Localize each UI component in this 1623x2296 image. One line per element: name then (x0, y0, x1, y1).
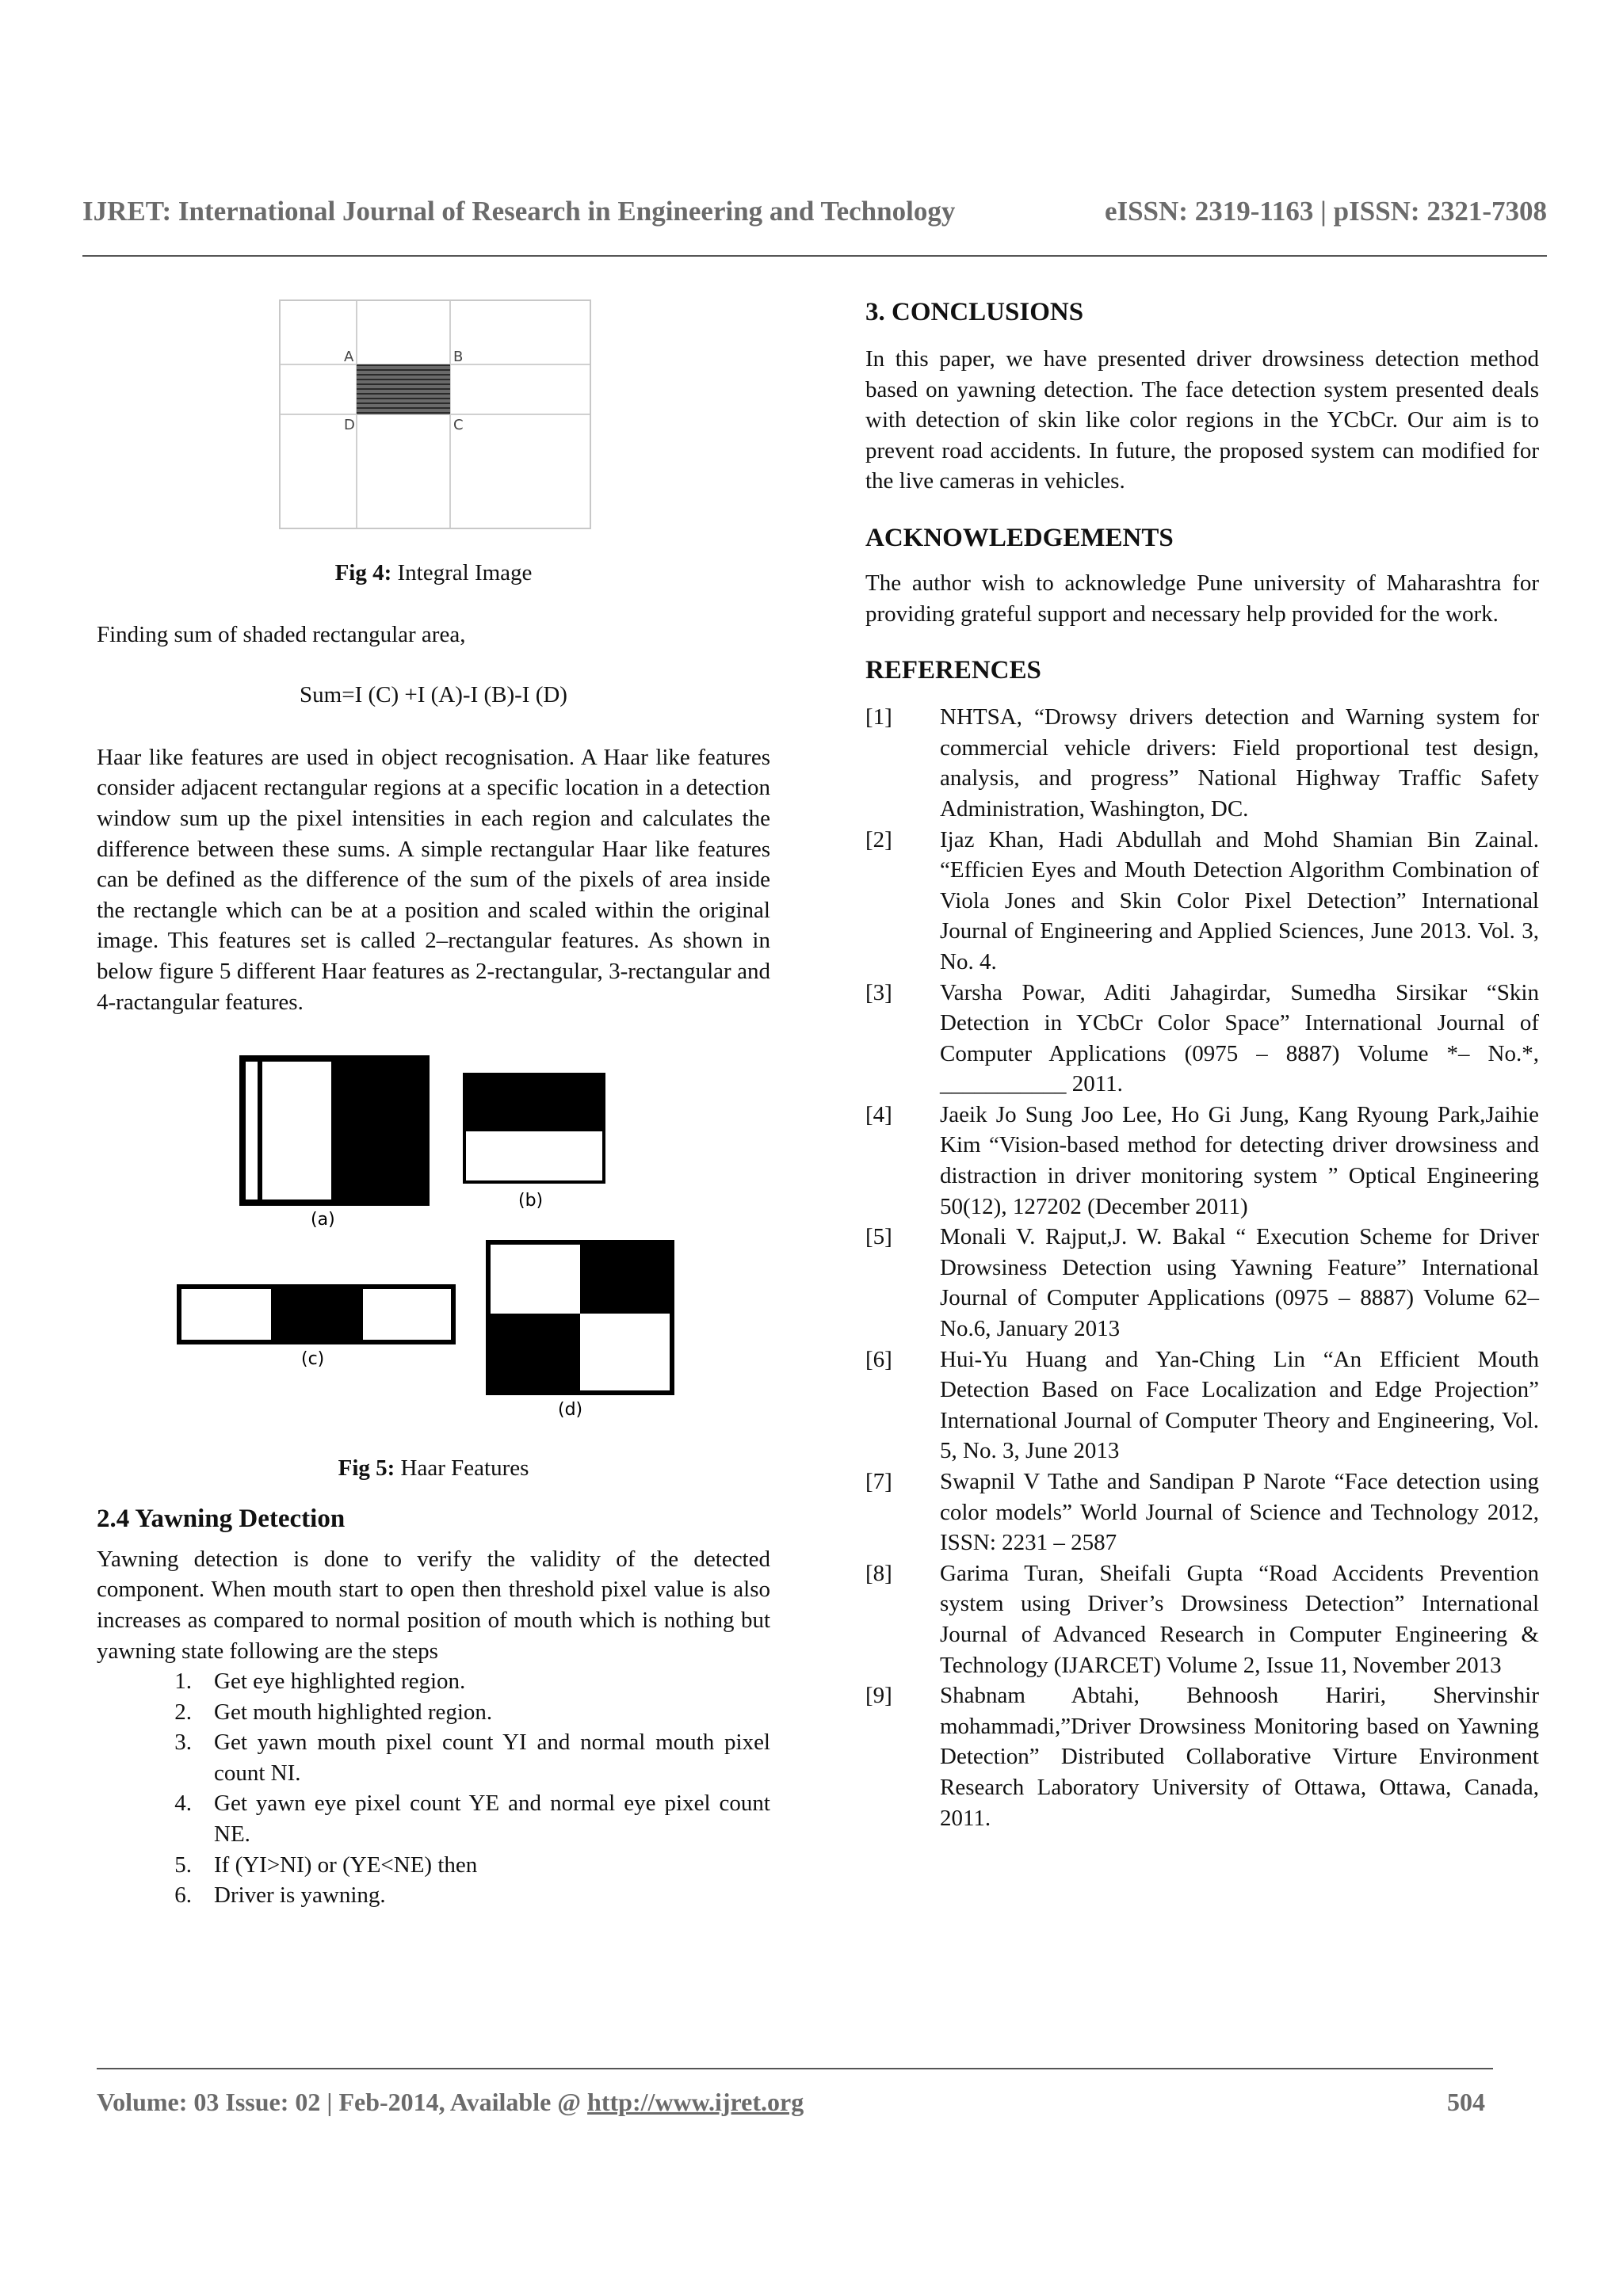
section-acknowledgements-heading: ACKNOWLEDGEMENTS (865, 523, 1174, 552)
haar-label-b: (b) (518, 1191, 544, 1211)
list-item: [8] Garima Turan, Sheifali Gupta “Road Accidents Prevention system using Driver’s Drowsiness Detection” International Journal of Advanced Research in Computer Engineering & Technology (IJARCET) Volume 2, Issue 11, November 2013 (865, 1560, 1539, 1678)
haar-label-a: (a) (311, 1210, 335, 1230)
sum-intro-paragraph: Finding sum of shaded rectangular area, (97, 621, 466, 647)
yawning-paragraph: Yawning detection is done to verify the validity of the detected component. When mouth start to open then threshold pixel value is also increases as compared to normal position of mouth which is nothing but yawning state following are the steps (97, 1546, 770, 1664)
fig5-caption-text: Haar Features (395, 1455, 529, 1482)
list-item: 3. Get yawn mouth pixel count YI and normal mouth pixel count NI. (174, 1730, 770, 1786)
list-item: [3] Varsha Powar, Aditi Jahagirdar, Sumedha Sirsikar “Skin Detection in YCbCr Color Space” International Journal of Computer Applications (0975 – 8887) Volume *– No.*, ___________ 2011. (865, 979, 1539, 1097)
corner-label-d: D (344, 417, 355, 433)
haar-feature-c (179, 1287, 453, 1342)
sum-equation: Sum=I (C) +I (A)-I (B)-I (D) (300, 682, 567, 708)
haar-label-c: (c) (301, 1349, 325, 1370)
figure-integral-image (97, 285, 770, 551)
haar-features-diagram (97, 1052, 770, 1458)
list-item: 4. Get yawn eye pixel count YE and normal eye pixel count NE. (174, 1791, 770, 1848)
footer-volume: Volume: 03 Issue: 02 | Feb-2014, Available @ http://www.ijret.org (97, 2088, 804, 2116)
list-item: [6] Hui-Yu Huang and Yan-Ching Lin “An Efficient Mouth Detection Based on Face Localization and Edge Projection” International Journal of Computer Theory and Engineering, Vol. 5, No. 3, June 2013 (865, 1346, 1539, 1464)
left-column (97, 285, 770, 1911)
list-item: [9] Shabnam Abtahi, Behnoosh Hariri, Shervinshir mohammadi,”Driver Drowsiness Monitoring based on Yawning Detection” Distributed Collaborative Virture Environment Research Laboratory University of Ottawa, Ottawa, Canada, 2011. (865, 1683, 1539, 1831)
corner-label-c: C (453, 417, 464, 433)
shaded-rectangle (357, 364, 450, 414)
corner-label-a: A (344, 349, 354, 365)
list-item: 1. Get eye highlighted region. (174, 1669, 466, 1695)
running-footer (97, 2088, 1485, 2117)
fig4-caption-text: Integral Image (391, 560, 533, 585)
section-yawning-heading: 2.4 Yawning Detection (97, 1504, 346, 1533)
references-list (865, 702, 1539, 1833)
header-rule (82, 255, 1547, 257)
section-conclusions-heading: 3. CONCLUSIONS (865, 298, 1084, 326)
conclusions-paragraph: In this paper, we have presented driver drowsiness detection method based on yawning detection. The face detection system presented deals with detection of skin like color regions in the YCbCr. Our aim is to prevent road accidents. In future, the proposed system can modified for the live cameras in vehicles. (865, 346, 1539, 494)
footer-rule (97, 2068, 1493, 2069)
list-item: 2. Get mouth highlighted region. (174, 1699, 493, 1725)
integral-image-diagram (281, 301, 590, 528)
fig4-caption (97, 558, 770, 589)
fig5-caption-label: Fig 5: (338, 1455, 395, 1482)
journal-issn: eISSN: 2319-1163 | pISSN: 2321-7308 (1104, 196, 1547, 227)
figure-haar-features (97, 1052, 770, 1458)
running-header (82, 196, 1547, 227)
haar-paragraph: Haar like features are used in object recognisation. A Haar like features consider adjacent rectangular regions at a specific location in a detection window sum up the pixel intensities in each region and calculates the difference between these sums. A simple rectangular Haar like features can be defined as the difference of the sum of the pixels of area inside the rectangle which can be at a position and scaled within the original image. This features set is called 2–rectangular features. As shown in below figure 5 different Haar features as 2-rectangular, 3-rectangular and 4-ractangular features. (97, 744, 770, 1015)
journal-title: IJRET: International Journal of Research in Engineering and Technology (82, 196, 956, 227)
list-item: [1] NHTSA, “Drowsy drivers detection and Warning system for commercial vehicle drivers: Field proportional test design, analysis, and progress” National Highway Traffic Safety Administration, Washington, DC. (865, 704, 1539, 822)
list-item: 6. Driver is yawning. (174, 1882, 386, 1909)
haar-feature-b (464, 1074, 604, 1182)
list-item: [5] Monali V. Rajput,J. W. Bakal “ Execution Scheme for Driver Drowsiness Detection using Yawning Feature” International Journal of Computer Applications (0975 – 8887) Volume 62– No.6, January 2013 (865, 1224, 1539, 1342)
corner-label-b: B (453, 349, 464, 365)
fig4-caption-label: Fig 4: (334, 560, 392, 585)
list-item: [7] Swapnil V Tathe and Sandipan P Narote “Face detection using color models” World Journal of Science and Technology 2012, ISSN: 2231 – 2587 (865, 1469, 1539, 1556)
section-references-heading: REFERENCES (865, 656, 1041, 685)
yawning-steps-list (97, 1666, 770, 1911)
list-item: 5. If (YI>NI) or (YE<NE) then (174, 1852, 478, 1878)
integral-image-frame (279, 299, 591, 529)
page-number: 504 (1447, 2088, 1485, 2116)
haar-feature-a (242, 1058, 426, 1203)
right-column (865, 285, 1539, 1833)
journal-link[interactable]: http://www.ijret.org (587, 2088, 804, 2116)
haar-feature-d (488, 1242, 672, 1393)
haar-label-d: (d) (558, 1400, 583, 1421)
acknowledgements-paragraph: The author wish to acknowledge Pune university of Maharashtra for providing grateful support and necessary help provided for the work. (865, 570, 1539, 627)
list-item: [4] Jaeik Jo Sung Joo Lee, Ho Gi Jung, Kang Ryoung Park,Jaihie Kim “Vision-based method for detecting driver drowsiness and distraction in driver monitoring system ” Optical Engineering 50(12), 127202 (December 2011) (865, 1101, 1539, 1219)
list-item: [2] Ijaz Khan, Hadi Abdullah and Mohd Shamian Bin Zainal. “Efficien Eyes and Mouth Detection Algorithm Combination of Viola Jones and Skin Color Pixel Detection” International Journal of Engineering and Applied Sciences, June 2013. Vol. 3, No. 4. (865, 826, 1539, 974)
